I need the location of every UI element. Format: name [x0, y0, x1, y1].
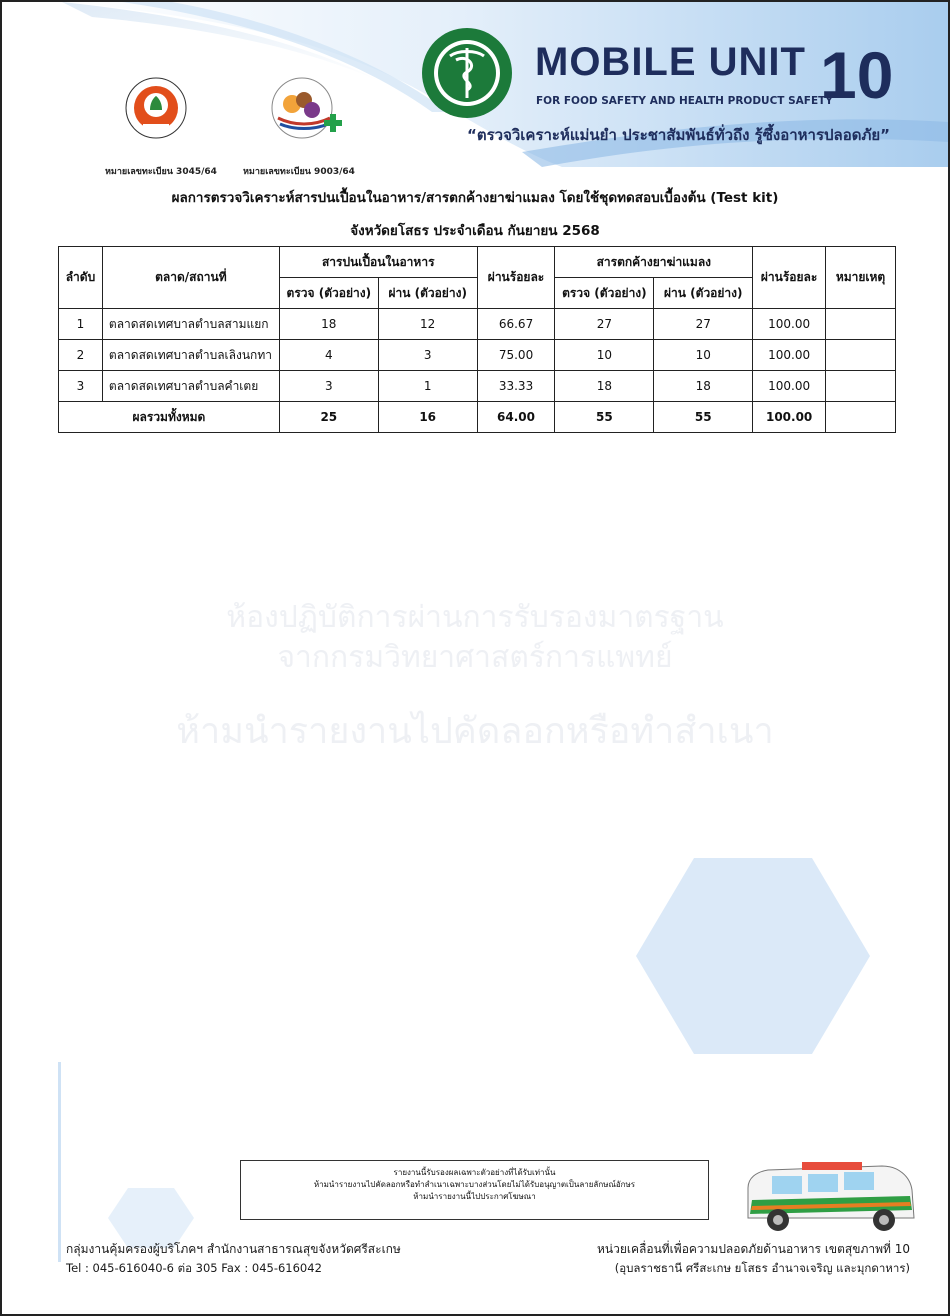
row-pesticide-passed: 10	[654, 340, 753, 371]
row-place: ตลาดสดเทศบาลตำบลเลิงนกทา	[102, 340, 279, 371]
total-pesticide-passed: 55	[654, 402, 753, 433]
header-remark: หมายเหตุ	[826, 247, 896, 309]
total-label: ผลรวมทั้งหมด	[59, 402, 280, 433]
watermark-line-2: จากกรมวิทยาศาสตร์การแพทย์	[277, 640, 673, 675]
header-place: ตลาด/สถานที่	[102, 247, 279, 309]
ministry-of-public-health-logo	[420, 26, 514, 120]
total-remark	[826, 402, 896, 433]
total-contaminant-tested: 25	[279, 402, 378, 433]
total-pesticide-percent: 100.00	[753, 402, 826, 433]
row-contaminant-passed: 3	[378, 340, 477, 371]
header-no: ลำดับ	[59, 247, 103, 309]
row-no: 1	[59, 309, 103, 340]
row-pesticide-percent: 100.00	[753, 309, 826, 340]
decorative-hexagon-small	[108, 1188, 194, 1248]
decorative-side-line	[56, 1062, 64, 1262]
header-pesticide-tested: ตรวจ (ตัวอย่าง)	[555, 278, 654, 309]
row-contaminant-percent: 66.67	[477, 309, 555, 340]
table-row	[59, 309, 896, 340]
notice-line-3: ห้ามนำรายงานนี้ไปประกาศโฆษณา	[413, 1192, 536, 1201]
row-pesticide-tested: 27	[555, 309, 654, 340]
row-contaminant-passed: 12	[378, 309, 477, 340]
total-contaminant-passed: 16	[378, 402, 477, 433]
row-place: ตลาดสดเทศบาลตำบลคำเตย	[102, 371, 279, 402]
row-pesticide-passed: 27	[654, 309, 753, 340]
row-contaminant-passed: 1	[378, 371, 477, 402]
notice-line-2: ห้ามนำรายงานไปคัดลอกหรือทำสำเนาเฉพาะบางส่วนโดยไม่ได้รับอนุญาตเป็นลายลักษณ์อักษร	[313, 1180, 636, 1189]
row-remark	[826, 309, 896, 340]
header-contaminant-group: สารปนเปื้อนในอาหาร	[279, 247, 477, 278]
mobile-unit-brand: MOBILE UNIT	[535, 40, 806, 84]
results-table	[58, 246, 896, 433]
watermark-line-1: ห้องปฏิบัติการผ่านการรับรองมาตรฐาน	[226, 600, 724, 635]
footer-unit-name: หน่วยเคลื่อนที่เพื่อความปลอดภัยด้านอาหาร เขตสุขภาพที่ 10	[597, 1242, 910, 1256]
row-contaminant-percent: 75.00	[477, 340, 555, 371]
report-notice-box	[240, 1160, 709, 1220]
brand-subtitle: FOR FOOD SAFETY AND HEALTH PRODUCT SAFETY	[536, 95, 833, 107]
row-contaminant-tested: 3	[279, 371, 378, 402]
header-pesticide-passed: ผ่าน (ตัวอย่าง)	[654, 278, 753, 309]
watermark-line-3: ห้ามนำรายงานไปคัดลอกหรือทำสำเนา	[176, 711, 774, 752]
table-total-row	[59, 402, 896, 433]
row-no: 2	[59, 340, 103, 371]
total-contaminant-percent: 64.00	[477, 402, 555, 433]
row-place: ตลาดสดเทศบาลตำบลสามแยก	[102, 309, 279, 340]
row-contaminant-percent: 33.33	[477, 371, 555, 402]
footer-contact: Tel : 045-616040-6 ต่อ 305 Fax : 045-616042	[66, 1261, 322, 1275]
table-row	[59, 371, 896, 402]
row-contaminant-tested: 18	[279, 309, 378, 340]
header-contaminant-passed: ผ่าน (ตัวอย่าง)	[378, 278, 477, 309]
row-no: 3	[59, 371, 103, 402]
table-header-row	[59, 247, 896, 278]
footer-office-name: กลุ่มงานคุ้มครองผู้บริโภคฯ สำนักงานสาธารณสุขจังหวัดศรีสะเกษ	[66, 1242, 401, 1256]
decorative-hexagon	[636, 858, 870, 1054]
report-title: ผลการตรวจวิเคราะห์สารปนเปื้อนในอาหาร/สารตกค้างยาฆ่าแมลง โดยใช้ชุดทดสอบเบื้องต้น (Test kit)	[171, 190, 779, 206]
row-pesticide-tested: 10	[555, 340, 654, 371]
total-pesticide-tested: 55	[555, 402, 654, 433]
header-pass-percent-2: ผ่านร้อยละ	[753, 247, 826, 309]
header-pesticide-group: สารตกค้างยาฆ่าแมลง	[555, 247, 753, 278]
row-remark	[826, 371, 896, 402]
slogan: “ตรวจวิเคราะห์แม่นยำ ประชาสัมพันธ์ทั่วถึง รู้ซึ้งอาหารปลอดภัย”	[467, 126, 890, 144]
mobile-unit-van-illustration	[742, 1160, 918, 1240]
report-subtitle: จังหวัดยโสธร ประจำเดือน กันยายน 2568	[350, 223, 600, 239]
logo2-registration-number: หมายเลขทะเบียน 9003/64	[243, 167, 355, 177]
logo1-registration-number: หมายเลขทะเบียน 3045/64	[105, 167, 217, 177]
row-remark	[826, 340, 896, 371]
row-pesticide-percent: 100.00	[753, 340, 826, 371]
header-pass-percent-1: ผ่านร้อยละ	[477, 247, 555, 309]
certification-seal-logo	[125, 72, 187, 144]
header-contaminant-tested: ตรวจ (ตัวอย่าง)	[279, 278, 378, 309]
food-safety-lab-logo	[264, 74, 344, 144]
row-pesticide-passed: 18	[654, 371, 753, 402]
notice-line-1: รายงานนี้รับรองผลเฉพาะตัวอย่างที่ได้รับเท่านั้น	[393, 1168, 556, 1177]
row-pesticide-tested: 18	[555, 371, 654, 402]
table-row	[59, 340, 896, 371]
row-contaminant-tested: 4	[279, 340, 378, 371]
footer-provinces: (อุบลราชธานี ศรีสะเกษ ยโสธร อำนาจเจริญ และมุกดาหาร)	[614, 1261, 910, 1275]
mobile-unit-number: 10	[820, 38, 894, 112]
row-pesticide-percent: 100.00	[753, 371, 826, 402]
